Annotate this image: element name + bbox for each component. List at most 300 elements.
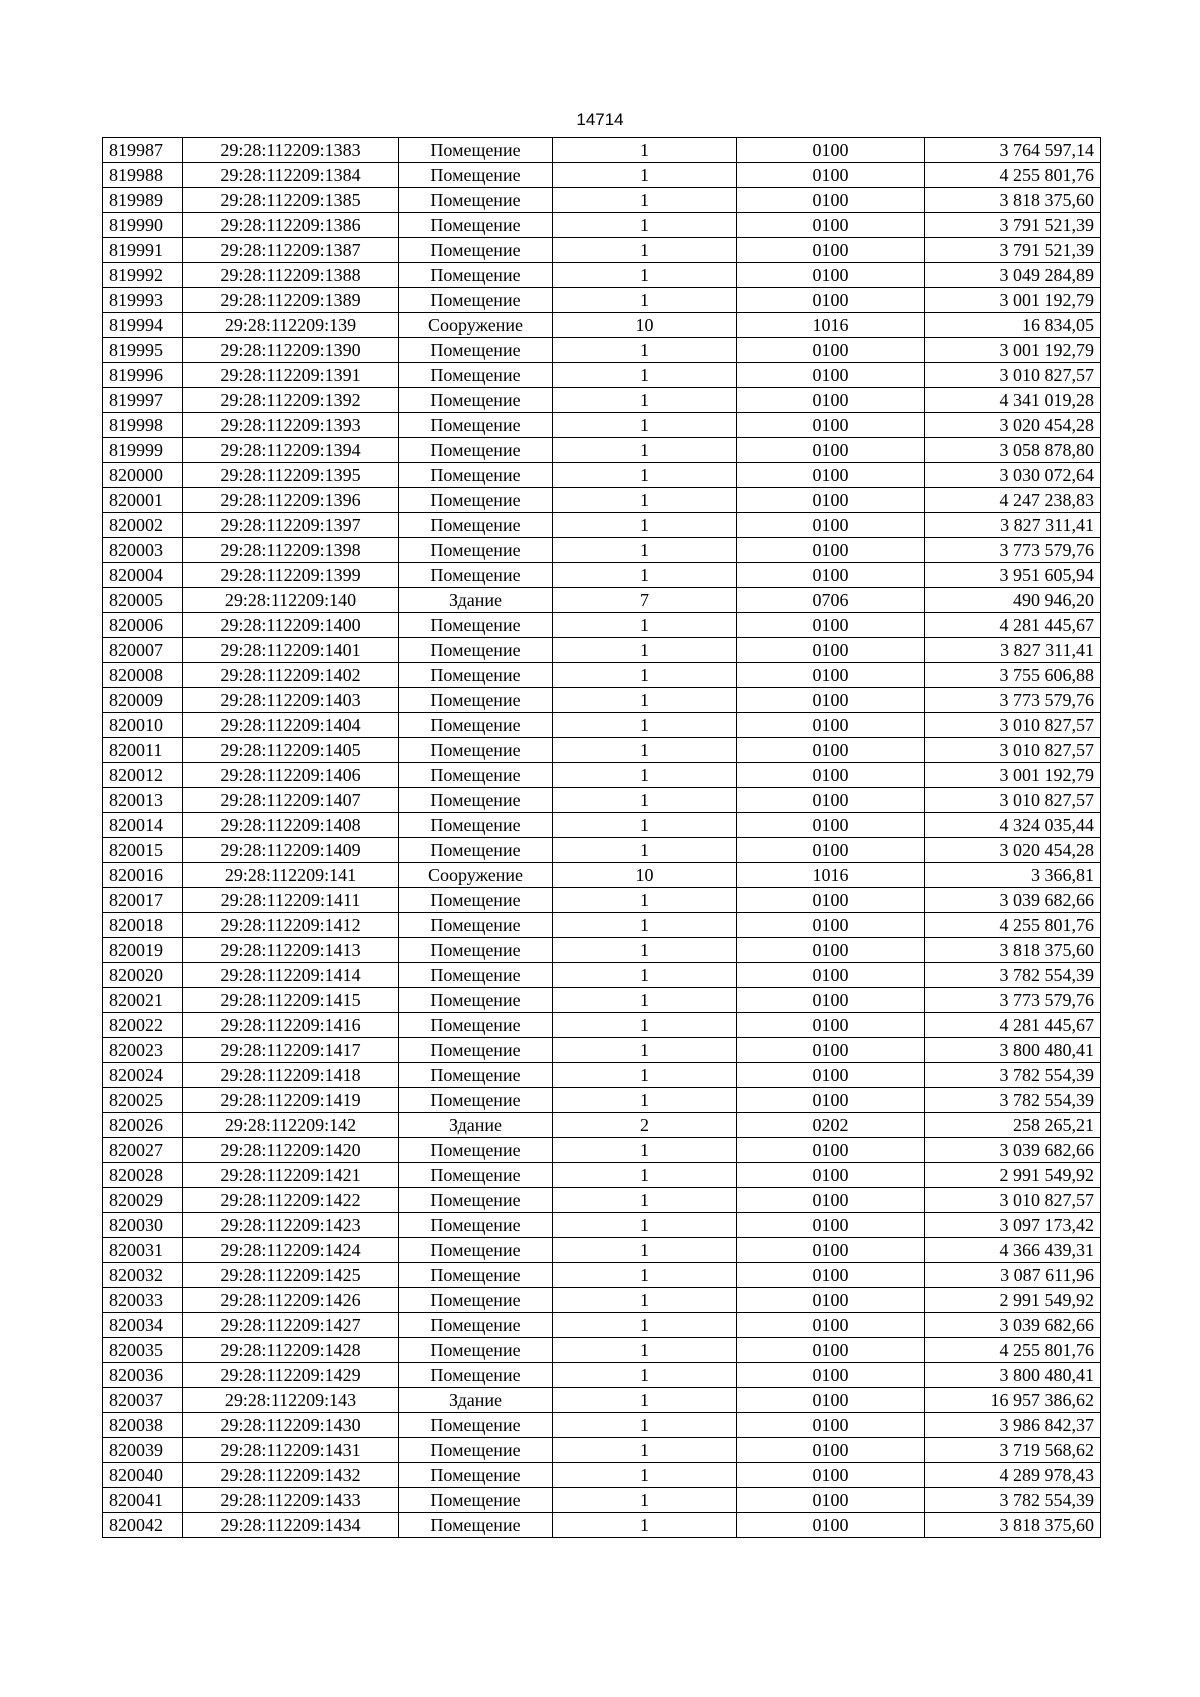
cadastral-number-cell: 29:28:112209:1401 (183, 638, 399, 663)
cadastral-number-cell: 29:28:112209:1421 (183, 1163, 399, 1188)
table-row (103, 788, 1101, 813)
object-type-cell: Помещение (399, 1338, 553, 1363)
object-type-cell: Здание (399, 1388, 553, 1413)
group-cell: 1 (553, 363, 737, 388)
code-cell: 0100 (737, 688, 925, 713)
table-row (103, 613, 1101, 638)
group-cell: 1 (553, 713, 737, 738)
table-row (103, 313, 1101, 338)
cadastral-value-cell: 3 951 605,94 (925, 563, 1101, 588)
group-cell: 1 (553, 1338, 737, 1363)
cadastral-value-cell: 3 030 072,64 (925, 463, 1101, 488)
cadastral-value-cell: 490 946,20 (925, 588, 1101, 613)
cadastral-number-cell: 29:28:112209:1427 (183, 1313, 399, 1338)
row-number-cell: 819997 (103, 388, 183, 413)
group-cell: 1 (553, 388, 737, 413)
row-number-cell: 820003 (103, 538, 183, 563)
row-number-cell: 819996 (103, 363, 183, 388)
row-number-cell: 820027 (103, 1138, 183, 1163)
table-row (103, 363, 1101, 388)
row-number-cell: 819989 (103, 188, 183, 213)
group-cell: 2 (553, 1113, 737, 1138)
group-cell: 1 (553, 838, 737, 863)
code-cell: 0100 (737, 888, 925, 913)
row-number-cell: 820002 (103, 513, 183, 538)
table-body (103, 138, 1101, 1538)
row-number-cell: 819998 (103, 413, 183, 438)
object-type-cell: Помещение (399, 763, 553, 788)
table-row (103, 1038, 1101, 1063)
cadastral-value-cell: 3 782 554,39 (925, 1063, 1101, 1088)
object-type-cell: Помещение (399, 1138, 553, 1163)
row-number-cell: 820033 (103, 1288, 183, 1313)
table-row (103, 813, 1101, 838)
code-cell: 0100 (737, 1288, 925, 1313)
code-cell: 0100 (737, 1388, 925, 1413)
code-cell: 0100 (737, 488, 925, 513)
code-cell: 0100 (737, 1263, 925, 1288)
cadastral-value-cell: 4 324 035,44 (925, 813, 1101, 838)
table-row (103, 163, 1101, 188)
cadastral-value-cell: 3 010 827,57 (925, 788, 1101, 813)
object-type-cell: Помещение (399, 563, 553, 588)
object-type-cell: Помещение (399, 463, 553, 488)
row-number-cell: 820018 (103, 913, 183, 938)
group-cell: 1 (553, 1138, 737, 1163)
code-cell: 0100 (737, 1513, 925, 1538)
cadastral-value-cell: 4 341 019,28 (925, 388, 1101, 413)
row-number-cell: 820030 (103, 1213, 183, 1238)
cadastral-number-cell: 29:28:112209:1403 (183, 688, 399, 713)
cadastral-value-cell: 3 001 192,79 (925, 763, 1101, 788)
table-row (103, 263, 1101, 288)
object-type-cell: Помещение (399, 1263, 553, 1288)
cadastral-number-cell: 29:28:112209:1414 (183, 963, 399, 988)
table-row (103, 238, 1101, 263)
row-number-cell: 820010 (103, 713, 183, 738)
group-cell: 1 (553, 638, 737, 663)
row-number-cell: 820035 (103, 1338, 183, 1363)
table-row (103, 138, 1101, 163)
cadastral-value-cell: 4 366 439,31 (925, 1238, 1101, 1263)
cadastral-value-cell: 3 818 375,60 (925, 938, 1101, 963)
row-number-cell: 819999 (103, 438, 183, 463)
code-cell: 0100 (737, 238, 925, 263)
code-cell: 0100 (737, 538, 925, 563)
code-cell: 0100 (737, 938, 925, 963)
object-type-cell: Помещение (399, 963, 553, 988)
cadastral-value-cell: 3 001 192,79 (925, 288, 1101, 313)
row-number-cell: 820038 (103, 1413, 183, 1438)
table-row (103, 913, 1101, 938)
code-cell: 0100 (737, 1313, 925, 1338)
object-type-cell: Помещение (399, 1413, 553, 1438)
code-cell: 0100 (737, 638, 925, 663)
cadastral-number-cell: 29:28:112209:1411 (183, 888, 399, 913)
code-cell: 0100 (737, 1013, 925, 1038)
cadastral-number-cell: 29:28:112209:1385 (183, 188, 399, 213)
table-row (103, 1013, 1101, 1038)
table-row (103, 863, 1101, 888)
code-cell: 0100 (737, 1038, 925, 1063)
code-cell: 0100 (737, 763, 925, 788)
cadastral-value-cell: 3 087 611,96 (925, 1263, 1101, 1288)
object-type-cell: Помещение (399, 838, 553, 863)
cadastral-number-cell: 29:28:112209:1384 (183, 163, 399, 188)
group-cell: 1 (553, 663, 737, 688)
cadastral-number-cell: 29:28:112209:142 (183, 1113, 399, 1138)
cadastral-value-cell: 3 020 454,28 (925, 413, 1101, 438)
group-cell: 1 (553, 163, 737, 188)
row-number-cell: 820042 (103, 1513, 183, 1538)
table-row (103, 1413, 1101, 1438)
code-cell: 0100 (737, 1363, 925, 1388)
row-number-cell: 820014 (103, 813, 183, 838)
cadastral-number-cell: 29:28:112209:1389 (183, 288, 399, 313)
cadastral-number-cell: 29:28:112209:1400 (183, 613, 399, 638)
group-cell: 1 (553, 1238, 737, 1263)
cadastral-value-cell: 4 255 801,76 (925, 913, 1101, 938)
code-cell: 0100 (737, 263, 925, 288)
cadastral-number-cell: 29:28:112209:1407 (183, 788, 399, 813)
cadastral-value-cell: 3 039 682,66 (925, 1313, 1101, 1338)
code-cell: 1016 (737, 313, 925, 338)
object-type-cell: Помещение (399, 1463, 553, 1488)
row-number-cell: 820031 (103, 1238, 183, 1263)
object-type-cell: Помещение (399, 738, 553, 763)
cadastral-number-cell: 29:28:112209:1433 (183, 1488, 399, 1513)
object-type-cell: Помещение (399, 1013, 553, 1038)
code-cell: 0202 (737, 1113, 925, 1138)
object-type-cell: Помещение (399, 263, 553, 288)
cadastral-number-cell: 29:28:112209:1424 (183, 1238, 399, 1263)
cadastral-number-cell: 29:28:112209:1394 (183, 438, 399, 463)
cadastral-number-cell: 29:28:112209:1430 (183, 1413, 399, 1438)
code-cell: 1016 (737, 863, 925, 888)
group-cell: 10 (553, 313, 737, 338)
object-type-cell: Помещение (399, 488, 553, 513)
group-cell: 1 (553, 813, 737, 838)
code-cell: 0100 (737, 513, 925, 538)
row-number-cell: 819991 (103, 238, 183, 263)
group-cell: 1 (553, 213, 737, 238)
table-row (103, 963, 1101, 988)
table-row (103, 763, 1101, 788)
group-cell: 1 (553, 138, 737, 163)
cadastral-value-cell: 3 791 521,39 (925, 213, 1101, 238)
cadastral-number-cell: 29:28:112209:1415 (183, 988, 399, 1013)
group-cell: 1 (553, 988, 737, 1013)
table-row (103, 1488, 1101, 1513)
group-cell: 1 (553, 738, 737, 763)
table-row (103, 588, 1101, 613)
table-row (103, 1388, 1101, 1413)
code-cell: 0100 (737, 813, 925, 838)
group-cell: 1 (553, 263, 737, 288)
code-cell: 0100 (737, 613, 925, 638)
group-cell: 1 (553, 238, 737, 263)
table-row (103, 1513, 1101, 1538)
group-cell: 1 (553, 1438, 737, 1463)
cadastral-value-cell: 3 039 682,66 (925, 1138, 1101, 1163)
group-cell: 1 (553, 788, 737, 813)
code-cell: 0706 (737, 588, 925, 613)
table-row (103, 1338, 1101, 1363)
code-cell: 0100 (737, 438, 925, 463)
group-cell: 1 (553, 1388, 737, 1413)
table-row (103, 1163, 1101, 1188)
group-cell: 1 (553, 1213, 737, 1238)
table-row (103, 1213, 1101, 1238)
cadastral-number-cell: 29:28:112209:1386 (183, 213, 399, 238)
code-cell: 0100 (737, 138, 925, 163)
group-cell: 1 (553, 563, 737, 588)
cadastral-number-cell: 29:28:112209:1397 (183, 513, 399, 538)
cadastral-number-cell: 29:28:112209:1392 (183, 388, 399, 413)
table-row (103, 738, 1101, 763)
object-type-cell: Помещение (399, 438, 553, 463)
group-cell: 1 (553, 1463, 737, 1488)
page-number: 14714 (576, 110, 624, 129)
table-row (103, 513, 1101, 538)
cadastral-value-cell: 258 265,21 (925, 1113, 1101, 1138)
group-cell: 10 (553, 863, 737, 888)
object-type-cell: Помещение (399, 1063, 553, 1088)
code-cell: 0100 (737, 213, 925, 238)
table-row (103, 1313, 1101, 1338)
row-number-cell: 820006 (103, 613, 183, 638)
row-number-cell: 820008 (103, 663, 183, 688)
cadastral-value-cell: 3 001 192,79 (925, 338, 1101, 363)
group-cell: 1 (553, 288, 737, 313)
cadastral-number-cell: 29:28:112209:1416 (183, 1013, 399, 1038)
object-type-cell: Сооружение (399, 863, 553, 888)
row-number-cell: 820039 (103, 1438, 183, 1463)
code-cell: 0100 (737, 1413, 925, 1438)
cadastral-number-cell: 29:28:112209:1412 (183, 913, 399, 938)
row-number-cell: 819995 (103, 338, 183, 363)
cadastral-number-cell: 29:28:112209:1391 (183, 363, 399, 388)
cadastral-number-cell: 29:28:112209:1419 (183, 1088, 399, 1113)
table-row (103, 188, 1101, 213)
table-row (103, 713, 1101, 738)
object-type-cell: Помещение (399, 1513, 553, 1538)
cadastral-number-cell: 29:28:112209:1405 (183, 738, 399, 763)
cadastral-value-cell: 3 020 454,28 (925, 838, 1101, 863)
row-number-cell: 820034 (103, 1313, 183, 1338)
cadastral-value-cell: 4 281 445,67 (925, 613, 1101, 638)
cadastral-number-cell: 29:28:112209:1413 (183, 938, 399, 963)
group-cell: 1 (553, 188, 737, 213)
object-type-cell: Помещение (399, 1188, 553, 1213)
row-number-cell: 820015 (103, 838, 183, 863)
object-type-cell: Здание (399, 588, 553, 613)
table-row (103, 1188, 1101, 1213)
row-number-cell: 820041 (103, 1488, 183, 1513)
code-cell: 0100 (737, 988, 925, 1013)
code-cell: 0100 (737, 288, 925, 313)
cadastral-value-cell: 3 097 173,42 (925, 1213, 1101, 1238)
table-row (103, 488, 1101, 513)
table-row (103, 1113, 1101, 1138)
object-type-cell: Помещение (399, 363, 553, 388)
cadastral-value-cell: 3 039 682,66 (925, 888, 1101, 913)
cadastral-number-cell: 29:28:112209:141 (183, 863, 399, 888)
group-cell: 1 (553, 913, 737, 938)
table-row (103, 213, 1101, 238)
group-cell: 1 (553, 463, 737, 488)
object-type-cell: Помещение (399, 713, 553, 738)
table-row (103, 663, 1101, 688)
row-number-cell: 819994 (103, 313, 183, 338)
cadastral-value-cell: 2 991 549,92 (925, 1288, 1101, 1313)
cadastral-number-cell: 29:28:112209:1383 (183, 138, 399, 163)
row-number-cell: 820026 (103, 1113, 183, 1138)
cadastral-value-cell: 4 255 801,76 (925, 163, 1101, 188)
code-cell: 0100 (737, 913, 925, 938)
cadastral-number-cell: 29:28:112209:1417 (183, 1038, 399, 1063)
cadastral-value-cell: 3 010 827,57 (925, 713, 1101, 738)
table-row (103, 1063, 1101, 1088)
table-row (103, 1138, 1101, 1163)
cadastral-number-cell: 29:28:112209:1409 (183, 838, 399, 863)
object-type-cell: Здание (399, 1113, 553, 1138)
table-row (103, 988, 1101, 1013)
object-type-cell: Помещение (399, 288, 553, 313)
table-row (103, 688, 1101, 713)
object-type-cell: Помещение (399, 613, 553, 638)
code-cell: 0100 (737, 1338, 925, 1363)
cadastral-value-cell: 16 957 386,62 (925, 1388, 1101, 1413)
code-cell: 0100 (737, 1088, 925, 1113)
object-type-cell: Помещение (399, 388, 553, 413)
group-cell: 1 (553, 1513, 737, 1538)
row-number-cell: 820019 (103, 938, 183, 963)
row-number-cell: 820000 (103, 463, 183, 488)
cadastral-number-cell: 29:28:112209:1399 (183, 563, 399, 588)
group-cell: 1 (553, 888, 737, 913)
table-row (103, 338, 1101, 363)
cadastral-number-cell: 29:28:112209:1434 (183, 1513, 399, 1538)
cadastral-value-cell: 3 782 554,39 (925, 963, 1101, 988)
row-number-cell: 820022 (103, 1013, 183, 1038)
table-row (103, 1238, 1101, 1263)
object-type-cell: Помещение (399, 1088, 553, 1113)
code-cell: 0100 (737, 1063, 925, 1088)
group-cell: 1 (553, 963, 737, 988)
cadastral-value-cell: 3 773 579,76 (925, 538, 1101, 563)
code-cell: 0100 (737, 338, 925, 363)
cadastral-value-cell: 3 719 568,62 (925, 1438, 1101, 1463)
code-cell: 0100 (737, 963, 925, 988)
code-cell: 0100 (737, 838, 925, 863)
cadastral-value-cell: 3 791 521,39 (925, 238, 1101, 263)
group-cell: 1 (553, 1088, 737, 1113)
object-type-cell: Помещение (399, 638, 553, 663)
table-row (103, 1363, 1101, 1388)
group-cell: 7 (553, 588, 737, 613)
cadastral-number-cell: 29:28:112209:1432 (183, 1463, 399, 1488)
table-row (103, 563, 1101, 588)
code-cell: 0100 (737, 1488, 925, 1513)
cadastral-value-cell: 3 800 480,41 (925, 1038, 1101, 1063)
cadastral-value-cell: 3 366,81 (925, 863, 1101, 888)
cadastral-value-cell: 3 058 878,80 (925, 438, 1101, 463)
row-number-cell: 820011 (103, 738, 183, 763)
code-cell: 0100 (737, 1188, 925, 1213)
cadastral-number-cell: 29:28:112209:1396 (183, 488, 399, 513)
cadastral-number-cell: 29:28:112209:1393 (183, 413, 399, 438)
object-type-cell: Помещение (399, 688, 553, 713)
cadastral-value-cell: 3 827 311,41 (925, 513, 1101, 538)
object-type-cell: Помещение (399, 913, 553, 938)
table-row (103, 1438, 1101, 1463)
cadastral-number-cell: 29:28:112209:1402 (183, 663, 399, 688)
code-cell: 0100 (737, 463, 925, 488)
row-number-cell: 820028 (103, 1163, 183, 1188)
cadastral-value-cell: 3 818 375,60 (925, 188, 1101, 213)
object-type-cell: Помещение (399, 988, 553, 1013)
group-cell: 1 (553, 1038, 737, 1063)
group-cell: 1 (553, 438, 737, 463)
cadastral-number-cell: 29:28:112209:1398 (183, 538, 399, 563)
group-cell: 1 (553, 1488, 737, 1513)
cadastral-number-cell: 29:28:112209:1387 (183, 238, 399, 263)
row-number-cell: 820013 (103, 788, 183, 813)
cadastral-value-cell: 3 010 827,57 (925, 738, 1101, 763)
row-number-cell: 820016 (103, 863, 183, 888)
cadastral-value-cell: 4 247 238,83 (925, 488, 1101, 513)
cadastral-number-cell: 29:28:112209:1390 (183, 338, 399, 363)
cadastral-value-cell: 4 255 801,76 (925, 1338, 1101, 1363)
cadastral-value-cell: 3 010 827,57 (925, 363, 1101, 388)
cadastral-number-cell: 29:28:112209:143 (183, 1388, 399, 1413)
cadastral-number-cell: 29:28:112209:1423 (183, 1213, 399, 1238)
group-cell: 1 (553, 1288, 737, 1313)
row-number-cell: 819988 (103, 163, 183, 188)
cadastral-value-cell: 16 834,05 (925, 313, 1101, 338)
object-type-cell: Помещение (399, 238, 553, 263)
object-type-cell: Помещение (399, 938, 553, 963)
row-number-cell: 820021 (103, 988, 183, 1013)
group-cell: 1 (553, 1188, 737, 1213)
object-type-cell: Помещение (399, 1163, 553, 1188)
object-type-cell: Помещение (399, 213, 553, 238)
code-cell: 0100 (737, 188, 925, 213)
row-number-cell: 820024 (103, 1063, 183, 1088)
table-row (103, 463, 1101, 488)
group-cell: 1 (553, 613, 737, 638)
group-cell: 1 (553, 1313, 737, 1338)
group-cell: 1 (553, 413, 737, 438)
code-cell: 0100 (737, 713, 925, 738)
group-cell: 1 (553, 688, 737, 713)
cadastral-number-cell: 29:28:112209:1422 (183, 1188, 399, 1213)
group-cell: 1 (553, 1013, 737, 1038)
cadastral-value-cell: 3 818 375,60 (925, 1513, 1101, 1538)
cadastral-value-cell: 3 782 554,39 (925, 1088, 1101, 1113)
table-row (103, 1288, 1101, 1313)
row-number-cell: 820005 (103, 588, 183, 613)
row-number-cell: 819990 (103, 213, 183, 238)
code-cell: 0100 (737, 663, 925, 688)
row-number-cell: 820040 (103, 1463, 183, 1488)
code-cell: 0100 (737, 1463, 925, 1488)
code-cell: 0100 (737, 738, 925, 763)
code-cell: 0100 (737, 413, 925, 438)
cadastral-value-cell: 3 986 842,37 (925, 1413, 1101, 1438)
object-type-cell: Помещение (399, 1238, 553, 1263)
